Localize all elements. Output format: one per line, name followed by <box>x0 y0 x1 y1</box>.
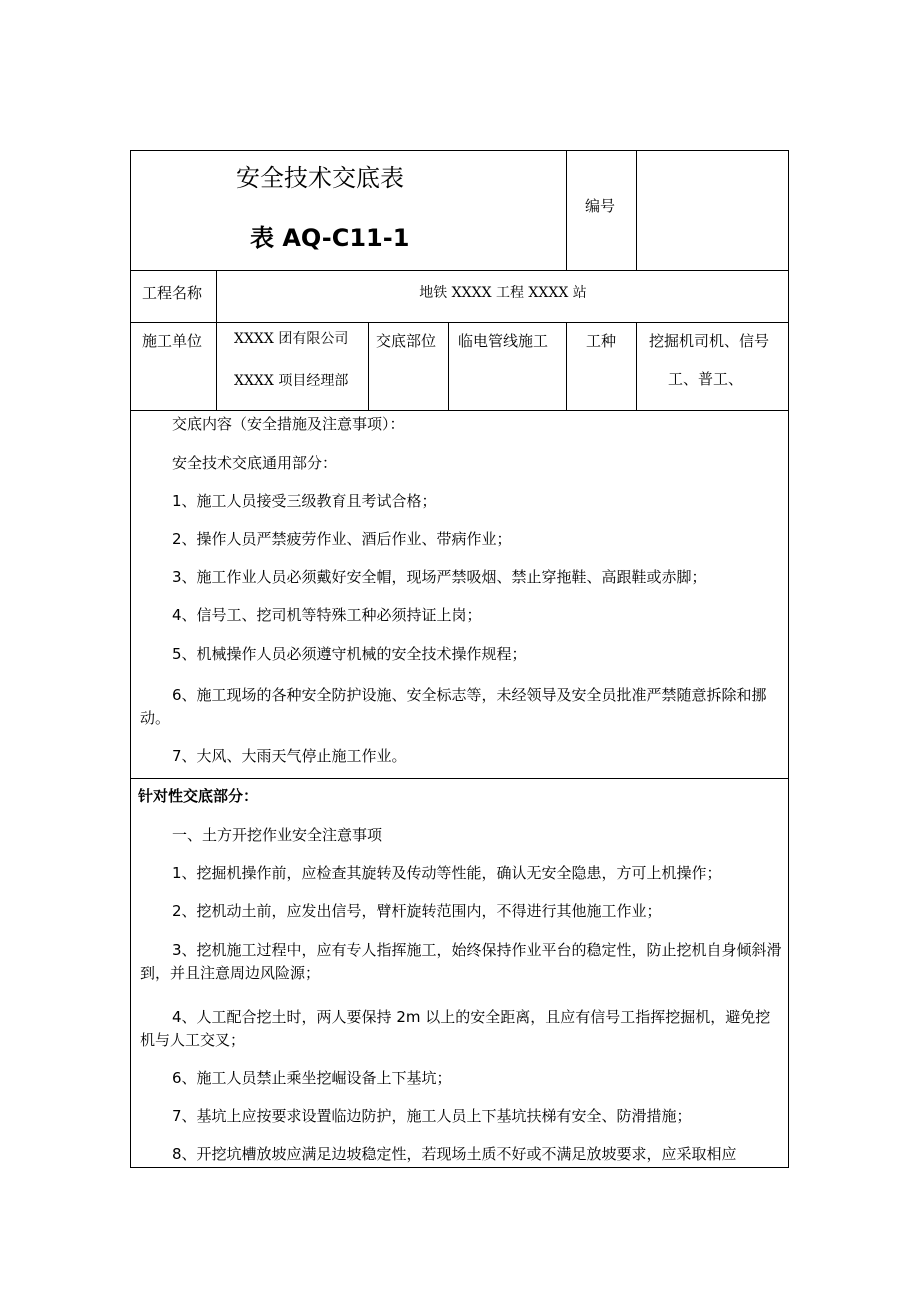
trade-label: 工种 <box>586 332 617 350</box>
content-intro: 交底内容（安全措施及注意事项）： <box>172 415 405 433</box>
form-title: 安全技术交底表 <box>236 164 404 192</box>
specific-item: 3、挖机施工过程中，应有专人指挥施工，始终保持作业平台的稳定性，防止挖机自身倾斜滑到，并且注意周边风险源； <box>140 941 782 982</box>
location-label: 交底部位 <box>376 332 437 350</box>
project-value: 地铁 XXXX 工程 XXXX 站 <box>419 285 587 301</box>
general-item: 1、施工人员接受三级教育且考试合格； <box>172 492 437 510</box>
row-divider-unit <box>130 410 789 411</box>
unit-label: 施工单位 <box>142 332 203 350</box>
specific-heading: 针对性交底部分： <box>138 787 259 805</box>
col-divider <box>636 150 637 270</box>
col-divider <box>636 322 637 410</box>
general-item: 2、操作人员严禁疲劳作业、酒后作业、带病作业； <box>172 530 512 548</box>
unit-value-line1: XXXX 团有限公司 <box>234 331 349 347</box>
row-divider-general <box>130 778 789 779</box>
trade-line2: 工、普工、 <box>668 370 744 388</box>
form-code: 表 AQ-C11-1 <box>250 224 410 252</box>
specific-item: 6、施工人员禁止乘坐挖崛设备上下基坑； <box>172 1069 452 1087</box>
general-item: 4、信号工、挖司机等特殊工种必须持证上岗； <box>172 606 482 624</box>
specific-item: 4、人工配合挖土时，两人要保持 2m 以上的安全距离，且应有信号工指挥挖掘机，避免挖机与人工交叉； <box>140 1008 771 1049</box>
location-value: 临电管线施工 <box>458 332 549 350</box>
row-divider-project <box>130 322 789 323</box>
number-label: 编号 <box>585 197 616 215</box>
specific-section: 一、土方开挖作业安全注意事项 <box>172 826 383 844</box>
project-label: 工程名称 <box>142 284 203 302</box>
unit-value-line2: XXXX 项目经理部 <box>234 373 349 389</box>
general-item: 3、施工作业人员必须戴好安全帽，现场严禁吸烟、禁止穿拖鞋、高跟鞋或赤脚； <box>172 568 707 586</box>
col-divider <box>368 322 369 410</box>
col-divider <box>566 150 567 270</box>
specific-item: 7、基坑上应按要求设置临边防护，施工人员上下基坑扶梯有安全、防滑措施； <box>172 1107 692 1125</box>
col-divider <box>566 322 567 410</box>
specific-item: 1、挖掘机操作前，应检查其旋转及传动等性能，确认无安全隐患，方可上机操作； <box>172 864 722 882</box>
general-item: 7、大风、大雨天气停止施工作业。 <box>172 747 407 765</box>
row-divider-header <box>130 270 789 271</box>
specific-item: 2、挖机动土前，应发出信号，臂杆旋转范围内，不得进行其他施工作业； <box>172 902 662 920</box>
trade-line1: 挖掘机司机、信号 <box>649 332 770 350</box>
general-item: 5、机械操作人员必须遵守机械的安全技术操作规程； <box>172 645 527 663</box>
general-heading: 安全技术交底通用部分： <box>172 454 338 472</box>
col-divider <box>448 322 449 410</box>
general-item: 6、施工现场的各种安全防护设施、安全标志等，未经领导及安全员批准严禁随意拆除和挪动。 <box>140 686 767 727</box>
specific-item: 8、开挖坑槽放坡应满足边坡稳定性，若现场土质不好或不满足放坡要求，应采取相应 <box>172 1145 737 1163</box>
